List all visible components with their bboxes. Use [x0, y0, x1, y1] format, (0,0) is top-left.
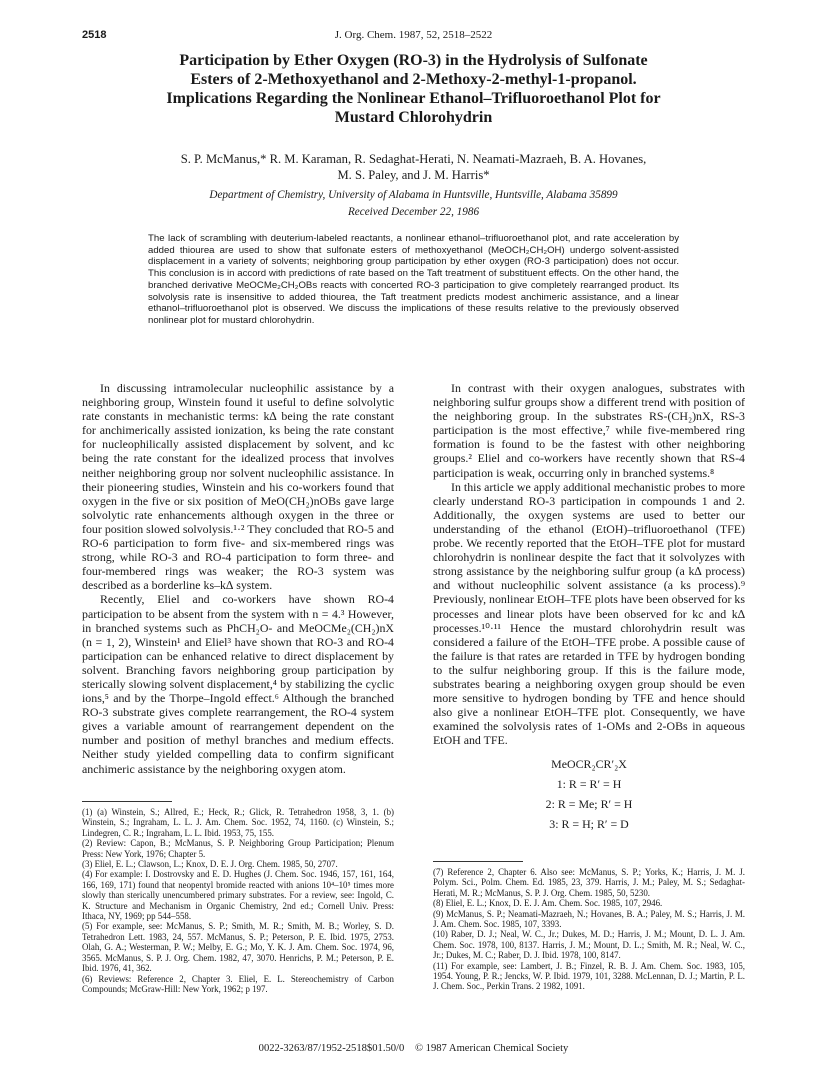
footnotes-left: [82, 807, 394, 994]
compound-row: 2: R = Me; R′ = H: [545, 797, 633, 812]
footnote-divider: [433, 861, 523, 862]
title-line: Participation by Ether Oxygen (RO-3) in the Hydrolysis of Sulfonate: [179, 52, 648, 69]
author-line: M. S. Paley, and J. M. Harris*: [337, 168, 490, 182]
compound-scheme: [433, 757, 745, 832]
body-paragraph: In contrast with their oxygen analogues, substrates with neighboring sulfur groups show a different trend with position of the neighboring group. In the substrates RS-(CH₂)nX, RS-3 participation is the most effective,⁷ while five-membered ring formation is found to be the fastest with other neighboring groups.² Eliel and co-workers have recently shown that RS-4 participation is weak, occurring only in branched systems.⁸: [433, 381, 745, 480]
footnote: (10) Raber, D. J.; Neal, W. C., Jr.; Dukes, M. D.; Harris, J. M.; Mount, D. L. J. Am. Chem. Soc. 1978, 100, 8137. Harris, J. M.; Mount, D. L.; Smith, M. R.; Neal, W. C., Jr.; Dukes, M. C.; Raber, D. J. Ibid. 1978, 100, 8147.: [433, 929, 745, 961]
footnote: (11) For example, see: Lambert, J. B.; Finzel, R. B. J. Am. Chem. Soc. 1983, 105, 1954. Young, P. R.; Jencks, W. P. Ibid. 1979, 101, 3288. McLennan, D. J.; Martin, P. L. J. Chem. Soc., Perkin Trans. 2 1982, 1091.: [433, 960, 745, 992]
footnote: (3) Eliel, E. L.; Clawson, L.; Knox, D. E. J. Org. Chem. 1985, 50, 2707.: [82, 859, 338, 870]
body-paragraph: In this article we apply additional mechanistic probes to more clearly understand RO-3 participation in compounds 1 and 2. Additionally, the oxygen systems are used to better our understanding of the ethanol (EtOH)–trifluoroethanol (TFE) probe. We recently reported that the EtOH–TFE plot for mustard chlorohydrin is nonlinear despite the fact that it solvolyzes with strong assistance by the neighboring sulfur group (a k∆ process) and without nucleophilic solvent assistance (a ks process).⁹ Previously, nonlinear EtOH–TFE plots have been observed for ks processes and linear plots have been observed for kc and k∆ processes.¹⁰·¹¹ Hence the mustard chlorohydrin result was considered a failure of the EtOH–TFE probe. A possible cause of the failure is that rates are retarded in TFE by hydrogen bonding to the sulfur neighboring group. If this is the failure mode, substrates bearing a neighboring oxygen group should be even more sensitive to hydrogen bonding by TFE and hence should also give a nonlinear EtOH–TFE plot. Consequently, we have examined the solvolysis rates of 1-OMs and 2-OBs in aqueous EtOH and TFE.: [433, 479, 745, 748]
footnote: (5) For example, see: McManus, S. P.; Smith, M. R.; Smith, M. B.; Worley, S. D. Tetrahedron Lett. 1983, 24, 557. McManus, S. P.; Peterson, P. E. Ibid. 1975, 2753. Olah, G. A.; Westerman, P. W.; Melby, E. G.; Mo, Y. K. J. Am. Chem. Soc. 1974, 96, 3565. McManus, S. P. J. Org. Chem. 1982, 47, 3070. Henrichs, P. M.; Peterson, P. E. Ibid. 1976, 41, 362.: [82, 921, 394, 974]
footnote: (8) Eliel, E. L.; Knox, D. E. J. Am. Chem. Soc. 1985, 107, 2946.: [433, 898, 663, 909]
footnote: (6) Reviews: Reference 2, Chapter 3. Eliel, E. L. Stereochemistry of Carbon Compounds; McGraw-Hill: New York, 1962; p 197.: [82, 973, 394, 994]
body-column-right: [433, 381, 745, 832]
journal-reference: J. Org. Chem. 1987, 52, 2518–2522: [334, 29, 493, 41]
title-line: Esters of 2-Methoxyethanol and 2-Methoxy-2-methyl-1-propanol.: [190, 71, 637, 88]
footnote: (4) For example: I. Dostrovsky and E. D. Hughes (J. Chem. Soc. 1946, 157, 161, 164, 166, 169, 171) found that neopentyl bromide reacted with anions 10⁴–10⁵ times more slowly than sterically unencumbered primary substrates. For a review, see: Ingold, C. K. Structure and Mechanism in Organic Chemistry, 2nd ed.; Cornell Univ. Press: Ithaca, NY, 1969; pp 544–558.: [82, 869, 394, 922]
article-title: [100, 51, 727, 127]
title-line: Mustard Chlorohydrin: [334, 109, 493, 126]
received-date: Received December 22, 1986: [347, 206, 480, 218]
footnote: (7) Reference 2, Chapter 6. Also see: McManus, S. P.; Yorks, K.; Harris, J. M. J. Polym. Sci., Polm. Chem. Ed. 1985, 23, 379. Harris, J. M.; Paley, M. S.; Sedaghat-Herati, M. R.; McManus, S. P. J. Org. Chem. 1985, 50, 5230.: [433, 867, 745, 898]
body-column-left: [82, 381, 394, 776]
affiliation: Department of Chemistry, University of Alabama in Huntsville, Huntsville, Alabama 35899: [209, 189, 618, 201]
footnote: (9) McManus, S. P.; Neamati-Mazraeh, N.; Hovanes, B. A.; Paley, M. S.; Harris, J. M. J. Am. Chem. Soc. 1985, 107, 3393.: [433, 908, 745, 930]
compound-row: 3: R = H; R′ = D: [549, 817, 629, 832]
footnote: (2) Review: Capon, B.; McManus, S. P. Neighboring Group Participation; Plenum Press: New York, 1976; Chapter 5.: [82, 838, 394, 859]
footnote: (1) (a) Winstein, S.; Allred, E.; Heck, R.; Glick, R. Tetrahedron 1958, 3, 1. (b) Winstein, S.; Ingraham, L. L. J. Am. Chem. Soc. 1952, 74, 1160. (c) Winstein, S.; Lindegren, C. R.; Ingraham, L. L. Ibid. 1953, 75, 155.: [82, 807, 394, 838]
publication-code: 0022-3263/87/1952-2518$01.50/0: [258, 1043, 405, 1054]
running-header: [82, 29, 745, 45]
title-line: Implications Regarding the Nonlinear Ethanol–Trifluoroethanol Plot for: [166, 90, 661, 107]
author-list: [100, 151, 727, 183]
compound-formula: MeOCR₂CR′₂X: [551, 757, 627, 772]
author-line: S. P. McManus,* R. M. Karaman, R. Sedaghat-Herati, N. Neamati-Mazraeh, B. A. Hovanes,: [180, 152, 647, 166]
compound-row: 1: R = R′ = H: [556, 777, 622, 792]
footnotes-right: [433, 867, 745, 992]
body-paragraph: Recently, Eliel and co-workers have shown RO-4 participation to be absent from the system with n = 4.³ However, in branched systems such as PhCH₂O- and MeOCMe₂(CH₂)nX (n = 1, 2), Winstein¹ and Eliel³ have shown that RO-3 and RO-4 participation can be enhanced relative to direct displacement by solvent. Branching favors neighboring group participation by sterically slowing solvent displacement,⁴ by stabilizing the cyclic ions,⁵ and by the Thorpe–Ingold effect.⁶ Although the branched RO-3 substrate gives complete rearrangement, the RO-4 system gives a variable amount of rearrangement dependent on the number and position of methyl branches and medium effects. Neither study yielded compelling data to confirm significant anchimeric assistance by the neighboring oxygen atom.: [82, 592, 394, 776]
footnote-divider: [82, 801, 172, 802]
body-paragraph: In discussing intramolecular nucleophilic assistance by a neighboring group, Winstein found it useful to define solvolytic rate constants in mechanistic terms: k∆ being the rate constant for anchimerically assisted ionization, ks being the rate constant for nucleophilically assisted displacement by solvent, and kc being the rate constant for the idealized process that involves neither neighboring group nor solvent nucleophilic assistance. In their pioneering studies, Winstein and his co-workers found that oxygen in the five or six position of MeO(CH₂)nOBs gave large solvolytic rate enhancements although oxygen in the three or four position slowed solvolysis.¹·² They concluded that RO-5 and RO-6 participation to form five- and six-membered rings was strong, while RO-3 and RO-4 participation to form three- and four-membered rings was weaker; the RO-3 system was described as a borderline ks–k∆ system.: [82, 381, 394, 593]
abstract: The lack of scrambling with deuterium-labeled reactants, a nonlinear ethanol–trifluoroethanol plot, and rate acceleration by added thiourea are used to show that sulfonate esters of methoxyethanol (MeOCH₂CH₂OH) undergo solvent-assisted displacement in a variety of solvents; neighboring group participation by ether oxygen (RO-3 participation) does not occur. This conclusion is in accord with predictions of rate based on the Taft treatment of substituent effects. On the other hand, the branched derivative MeOCMe₂CH₂OBs reacts with concerted RO-3 participation to give completely rearranged product. Its solvolysis rate is insensitive to added thiourea, the Taft treatment predicts modest anchimeric assistance, and a linear ethanol–trifluoroethanol plot is observed. We discuss the implications of these results relative to the previously observed nonlinear plot for mustard chlorohydrin.: [148, 233, 679, 326]
page-number: 2518: [82, 29, 107, 41]
copyright-notice: © 1987 American Chemical Society: [414, 1043, 569, 1054]
page-footer: [82, 1043, 745, 1054]
